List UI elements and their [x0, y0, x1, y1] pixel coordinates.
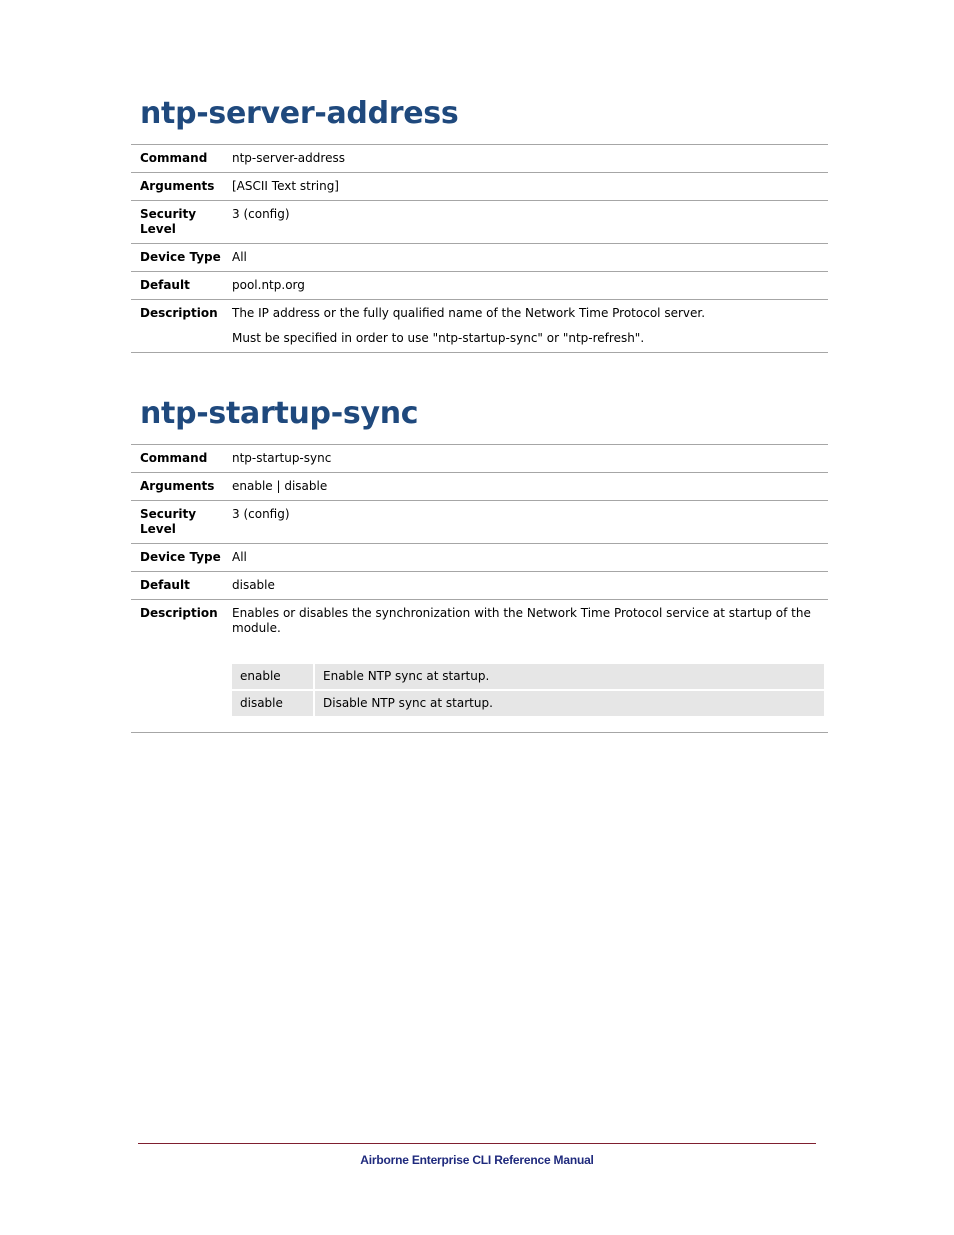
row-label: Description [140, 306, 218, 320]
description-text: Enables or disables the synchronization with the Network Time Protocol service at startup of the module. [232, 606, 811, 635]
row-value: disable [232, 578, 275, 592]
row-label: Description [140, 606, 218, 620]
row-label: Device Type [140, 250, 221, 264]
option-key: disable [232, 691, 313, 716]
row-command [131, 445, 828, 473]
option-row [232, 691, 824, 716]
row-label: Arguments [140, 179, 215, 193]
row-label: Command [140, 451, 208, 465]
row-description [131, 300, 828, 353]
option-desc: Enable NTP sync at startup. [315, 664, 824, 689]
row-security-level [131, 201, 828, 244]
row-security-level [131, 501, 828, 544]
section-title: ntp-startup-sync [140, 396, 419, 431]
row-description [131, 600, 828, 733]
section-title: ntp-server-address [140, 96, 459, 131]
row-arguments [131, 173, 828, 201]
description-line: Must be specified in order to use "ntp-startup-sync" or "ntp-refresh". [232, 331, 645, 345]
row-value: enable | disable [232, 479, 328, 493]
row-label: Device Type [140, 550, 221, 564]
row-label: Security Level [140, 207, 197, 236]
footer-rule [138, 1143, 816, 1144]
row-label: Arguments [140, 479, 215, 493]
row-device-type [131, 244, 828, 272]
row-default [131, 272, 828, 300]
description-line: The IP address or the fully qualified name of the Network Time Protocol server. [232, 306, 706, 320]
row-value [232, 300, 828, 352]
row-label: Security Level [140, 507, 197, 536]
row-value: All [232, 250, 247, 264]
property-table [131, 444, 828, 733]
option-desc: Disable NTP sync at startup. [315, 691, 824, 716]
row-command [131, 145, 828, 173]
property-table [131, 144, 828, 353]
option-row [232, 664, 824, 689]
row-label: Default [140, 578, 190, 592]
row-value: ntp-server-address [232, 151, 345, 165]
options-table [232, 664, 824, 716]
row-value [232, 600, 828, 732]
row-value: pool.ntp.org [232, 278, 305, 292]
row-value: 3 (config) [232, 507, 290, 521]
row-arguments [131, 473, 828, 501]
row-value: ntp-startup-sync [232, 451, 332, 465]
row-default [131, 572, 828, 600]
row-value: [ASCII Text string] [232, 179, 339, 193]
option-key: enable [232, 664, 313, 689]
row-value: All [232, 550, 247, 564]
row-label: Command [140, 151, 208, 165]
row-value: 3 (config) [232, 207, 290, 221]
row-device-type [131, 544, 828, 572]
footer-text: Airborne Enterprise CLI Reference Manual [360, 1153, 594, 1167]
row-label: Default [140, 278, 190, 292]
